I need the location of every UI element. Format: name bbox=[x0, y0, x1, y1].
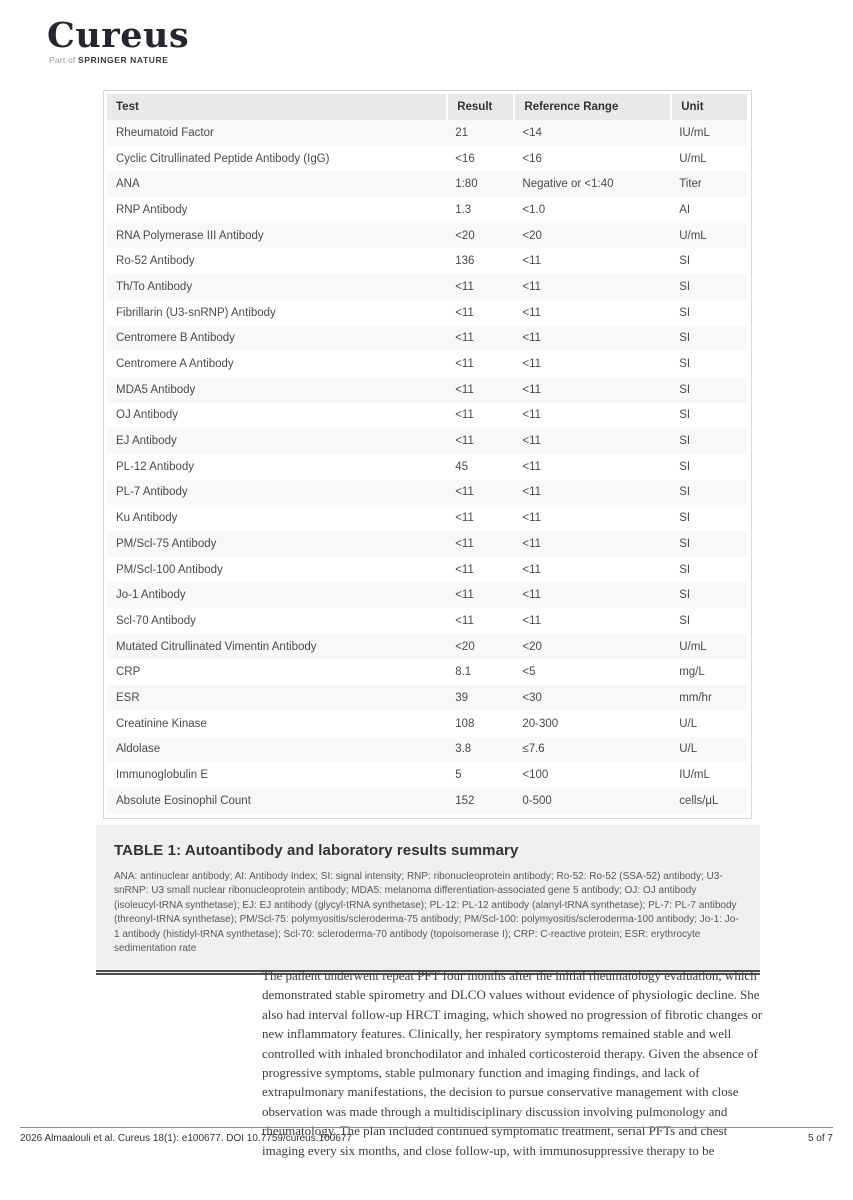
table-cell: <11 bbox=[446, 608, 513, 634]
table-cell: <11 bbox=[513, 300, 670, 326]
table-header-cell: Test bbox=[107, 94, 446, 120]
table-row bbox=[107, 659, 747, 685]
table-cell: <11 bbox=[446, 480, 513, 506]
table-cell: Jo-1 Antibody bbox=[107, 582, 446, 608]
table-cell: SI bbox=[670, 300, 747, 326]
table-row bbox=[107, 171, 747, 197]
table-row bbox=[107, 582, 747, 608]
table-row bbox=[107, 788, 747, 814]
table-cell: <11 bbox=[513, 557, 670, 583]
table-cell: Rheumatoid Factor bbox=[107, 120, 446, 146]
table-cell: RNP Antibody bbox=[107, 197, 446, 223]
table-cell: 0-500 bbox=[513, 788, 670, 814]
table-cell: 8.1 bbox=[446, 659, 513, 685]
cureus-logo-text: Cureus bbox=[47, 15, 190, 56]
table-cell: SI bbox=[670, 531, 747, 557]
table-cell: SI bbox=[670, 608, 747, 634]
table-cell: <11 bbox=[513, 326, 670, 352]
results-table-body bbox=[107, 120, 747, 814]
table-cell: cells/μL bbox=[670, 788, 747, 814]
table-cell: EJ Antibody bbox=[107, 428, 446, 454]
table-caption-block bbox=[96, 825, 760, 975]
table-cell: SI bbox=[670, 351, 747, 377]
table-cell: <11 bbox=[446, 428, 513, 454]
table-cell: <11 bbox=[446, 403, 513, 429]
table-cell: <20 bbox=[513, 223, 670, 249]
table-row bbox=[107, 454, 747, 480]
table-cell: 39 bbox=[446, 685, 513, 711]
table-cell: SI bbox=[670, 505, 747, 531]
table-cell: Creatinine Kinase bbox=[107, 711, 446, 737]
results-table bbox=[107, 94, 747, 814]
table-header-cell: Reference Range bbox=[513, 94, 670, 120]
table-cell: SI bbox=[670, 403, 747, 429]
table-cell: <16 bbox=[513, 146, 670, 172]
springer-nature-label: SPRINGER NATURE bbox=[78, 55, 169, 65]
table-footnote: ANA: antinuclear antibody; AI: Antibody Index; SI: signal intensity; RNP: ribonucleoprotein antibody; Ro-52: Ro-52 (SSA-52) antibody; U3-snRNP: U3 small nuclear ribonucleoprotein antibody; MDA5: melanoma differentiation-associated gene 5 antibody; OJ: OJ antibody (isoleucyl-tRNA synthetase); EJ: EJ antibody (glycyl-tRNA synthetase); PL-12: PL-12 antibody (alanyl-tRNA synthetase); PL-7: PL-7 antibody (threonyl-tRNA synthetase); PM/Scl-75: polymyositis/scleroderma-75 antibody; PM/Scl-100: polymyositis/scleroderma-100 antibody; Jo-1: Jo-1 antibody (histidyl-tRNA synthetase); Scl-70: scleroderma-70 antibody (topoisomerase I); CRP: C-reactive protein; ESR: erythrocyte sedimentation rate bbox=[114, 871, 739, 955]
table-cell: 20-300 bbox=[513, 711, 670, 737]
table-cell: Titer bbox=[670, 171, 747, 197]
table-cell: <11 bbox=[446, 274, 513, 300]
table-cell: <11 bbox=[513, 454, 670, 480]
table-cell: Aldolase bbox=[107, 737, 446, 763]
table-cell: <11 bbox=[513, 351, 670, 377]
tagline-prefix: Part of bbox=[49, 55, 76, 65]
table-cell: ≤7.6 bbox=[513, 737, 670, 763]
table-cell: <11 bbox=[513, 428, 670, 454]
logo-tagline bbox=[47, 55, 189, 65]
table-row bbox=[107, 480, 747, 506]
table-cell: SI bbox=[670, 326, 747, 352]
table-row bbox=[107, 326, 747, 352]
results-table-frame bbox=[103, 90, 752, 819]
table-cell: SI bbox=[670, 557, 747, 583]
table-cell: 136 bbox=[446, 248, 513, 274]
table-row bbox=[107, 197, 747, 223]
table-cell: mm/hr bbox=[670, 685, 747, 711]
table-cell: PL-7 Antibody bbox=[107, 480, 446, 506]
table-caption-title: TABLE 1: Autoantibody and laboratory results summary bbox=[114, 842, 519, 859]
table-row bbox=[107, 634, 747, 660]
table-cell: SI bbox=[670, 377, 747, 403]
table-cell: OJ Antibody bbox=[107, 403, 446, 429]
table-cell: AI bbox=[670, 197, 747, 223]
table-cell: SI bbox=[670, 454, 747, 480]
table-row bbox=[107, 557, 747, 583]
journal-logo bbox=[47, 15, 190, 65]
table-cell: U/mL bbox=[670, 223, 747, 249]
table-cell: Mutated Citrullinated Vimentin Antibody bbox=[107, 634, 446, 660]
table-cell: 1:80 bbox=[446, 171, 513, 197]
table-row bbox=[107, 403, 747, 429]
table-cell: 1.3 bbox=[446, 197, 513, 223]
table-cell: <11 bbox=[513, 480, 670, 506]
results-table-head bbox=[107, 94, 747, 120]
table-row bbox=[107, 531, 747, 557]
table-cell: 45 bbox=[446, 454, 513, 480]
table-cell: <11 bbox=[513, 531, 670, 557]
table-cell: <11 bbox=[513, 403, 670, 429]
table-cell: <11 bbox=[513, 377, 670, 403]
footer-citation: 2026 Almaalouli et al. Cureus 18(1): e100677. DOI 10.7759/cureus.100677 bbox=[20, 1133, 352, 1144]
table-header-row bbox=[107, 94, 747, 120]
table-row bbox=[107, 608, 747, 634]
table-cell: SI bbox=[670, 428, 747, 454]
table-cell: <11 bbox=[513, 582, 670, 608]
table-cell: PL-12 Antibody bbox=[107, 454, 446, 480]
table-cell: CRP bbox=[107, 659, 446, 685]
table-cell: IU/mL bbox=[670, 120, 747, 146]
table-cell: <11 bbox=[446, 505, 513, 531]
table-cell: <30 bbox=[513, 685, 670, 711]
table-cell: <1.0 bbox=[513, 197, 670, 223]
table-cell: PM/Scl-100 Antibody bbox=[107, 557, 446, 583]
table-cell: U/L bbox=[670, 711, 747, 737]
table-row bbox=[107, 711, 747, 737]
table-cell: Fibrillarin (U3-snRNP) Antibody bbox=[107, 300, 446, 326]
table-row bbox=[107, 762, 747, 788]
table-cell: PM/Scl-75 Antibody bbox=[107, 531, 446, 557]
table-cell: <11 bbox=[446, 531, 513, 557]
table-row bbox=[107, 685, 747, 711]
table-row bbox=[107, 300, 747, 326]
table-header-cell: Unit bbox=[670, 94, 747, 120]
table-header-cell: Result bbox=[446, 94, 513, 120]
table-row bbox=[107, 248, 747, 274]
footer-page-number: 5 of 7 bbox=[807, 1133, 833, 1144]
table-cell: <11 bbox=[446, 300, 513, 326]
table-cell: Th/To Antibody bbox=[107, 274, 446, 300]
table-row bbox=[107, 146, 747, 172]
table-row bbox=[107, 377, 747, 403]
body-paragraph: The patient underwent repeat PFT four months after the initial rheumatology evaluation, which demonstrated stable spirometry and DLCO values without evidence of physiologic decline. She also had interval follow-up HRCT imaging, which showed no progression of fibrotic changes or new inflammatory features. Clinically, her respiratory symptoms remained stable and well controlled with inhaled bronchodilator and inhaled corticosteroid therapy. Given the absence of progressive symptoms, stable pulmonary function and imaging findings, and lack of extrapulmonary manifestations, the decision to pursue conservative management with close observation was made through a multidisciplinary discussion involving pulmonology and rheumatology. The plan included continued symptomatic treatment, serial PFTs and chest imaging every six months, and close follow-up, with immunosuppressive therapy to be bbox=[262, 968, 763, 1158]
table-cell: ANA bbox=[107, 171, 446, 197]
table-cell: <100 bbox=[513, 762, 670, 788]
table-cell: Absolute Eosinophil Count bbox=[107, 788, 446, 814]
table-cell: mg/L bbox=[670, 659, 747, 685]
table-row bbox=[107, 120, 747, 146]
table-cell: 152 bbox=[446, 788, 513, 814]
table-cell: Ro-52 Antibody bbox=[107, 248, 446, 274]
table-cell: U/L bbox=[670, 737, 747, 763]
table-row bbox=[107, 223, 747, 249]
table-cell: Scl-70 Antibody bbox=[107, 608, 446, 634]
table-cell: 5 bbox=[446, 762, 513, 788]
table-cell: 21 bbox=[446, 120, 513, 146]
table-cell: Ku Antibody bbox=[107, 505, 446, 531]
page-footer bbox=[20, 1127, 833, 1144]
table-cell: <20 bbox=[446, 223, 513, 249]
table-row bbox=[107, 505, 747, 531]
table-row bbox=[107, 428, 747, 454]
table-cell: <11 bbox=[446, 377, 513, 403]
table-cell: <11 bbox=[513, 248, 670, 274]
table-cell: Centromere A Antibody bbox=[107, 351, 446, 377]
table-cell: <20 bbox=[446, 634, 513, 660]
table-cell: MDA5 Antibody bbox=[107, 377, 446, 403]
table-cell: <11 bbox=[446, 351, 513, 377]
table-cell: <11 bbox=[513, 274, 670, 300]
table-cell: <11 bbox=[446, 326, 513, 352]
table-row bbox=[107, 274, 747, 300]
table-cell: <5 bbox=[513, 659, 670, 685]
table-cell: U/mL bbox=[670, 634, 747, 660]
table-cell: <14 bbox=[513, 120, 670, 146]
table-cell: <11 bbox=[513, 505, 670, 531]
table-cell: SI bbox=[670, 480, 747, 506]
table-cell: SI bbox=[670, 248, 747, 274]
table-cell: <11 bbox=[446, 557, 513, 583]
table-cell: Centromere B Antibody bbox=[107, 326, 446, 352]
table-cell: <11 bbox=[513, 608, 670, 634]
table-cell: ESR bbox=[107, 685, 446, 711]
table-row bbox=[107, 351, 747, 377]
table-cell: SI bbox=[670, 582, 747, 608]
table-cell: Negative or <1:40 bbox=[513, 171, 670, 197]
table-cell: <20 bbox=[513, 634, 670, 660]
table-cell: <11 bbox=[446, 582, 513, 608]
table-cell: 3.8 bbox=[446, 737, 513, 763]
table-cell: RNA Polymerase III Antibody bbox=[107, 223, 446, 249]
table-cell: <16 bbox=[446, 146, 513, 172]
table-cell: IU/mL bbox=[670, 762, 747, 788]
table-cell: U/mL bbox=[670, 146, 747, 172]
table-cell: 108 bbox=[446, 711, 513, 737]
table-row bbox=[107, 737, 747, 763]
table-cell: Immunoglobulin E bbox=[107, 762, 446, 788]
table-cell: SI bbox=[670, 274, 747, 300]
table-cell: Cyclic Citrullinated Peptide Antibody (IgG) bbox=[107, 146, 446, 172]
